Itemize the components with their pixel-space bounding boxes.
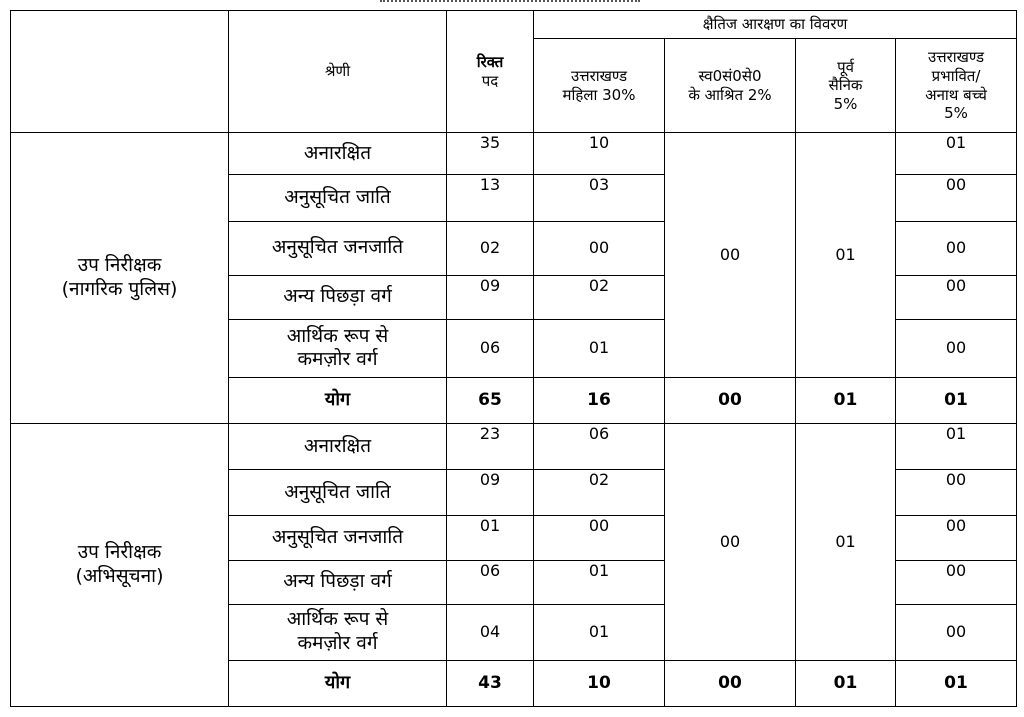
post-name-line1: उप निरीक्षक: [77, 541, 162, 564]
header-orphan-line4: 5%: [944, 104, 968, 123]
top-dotted-rule: [380, 0, 640, 6]
category-line1: आर्थिक रूप से: [286, 608, 389, 631]
vacancy-cell: 09: [447, 275, 534, 319]
table-row: [11, 424, 1017, 470]
header-ex-serviceman-line1: पूर्व: [837, 57, 854, 76]
total-label: योग: [229, 660, 447, 706]
header-uk-women: [534, 39, 665, 133]
total-women: 10: [534, 660, 665, 706]
orphan-cell: 00: [896, 275, 1017, 319]
women-cell: 01: [534, 319, 665, 377]
vacancy-cell: 06: [447, 319, 534, 377]
header-horizontal-reservation: क्षैतिज आरक्षण का विवरण: [534, 11, 1017, 39]
women-cell: 06: [534, 424, 665, 470]
vacancy-cell: 09: [447, 470, 534, 516]
total-vacancy: 43: [447, 660, 534, 706]
category-cell: अनुसूचित जनजाति: [229, 516, 447, 560]
header-row-1: [11, 11, 1017, 39]
category-cell: अनुसूचित जनजाति: [229, 221, 447, 275]
vacancy-cell: 02: [447, 221, 534, 275]
header-uk-women-line2: महिला 30%: [562, 85, 636, 104]
orphan-cell: 00: [896, 221, 1017, 275]
header-vacancy-line2: पद: [481, 71, 499, 90]
freedom-fighter-cell: 00: [665, 133, 796, 378]
vacancy-cell: 35: [447, 133, 534, 175]
header-freedom-fighter: [665, 39, 796, 133]
category-cell: अनुसूचित जाति: [229, 470, 447, 516]
orphan-cell: 00: [896, 175, 1017, 221]
total-freedom-fighter: 00: [665, 378, 796, 424]
vacancy-cell: 23: [447, 424, 534, 470]
header-freedom-fighter-line2: के आश्रित 2%: [688, 85, 772, 104]
post-name: [11, 424, 229, 707]
women-cell: 00: [534, 221, 665, 275]
orphan-cell: 00: [896, 516, 1017, 560]
category-cell: [229, 604, 447, 660]
header-vacancy: [447, 11, 534, 133]
category-cell: अन्य पिछड़ा वर्ग: [229, 560, 447, 604]
women-cell: 02: [534, 275, 665, 319]
freedom-fighter-cell: 00: [665, 424, 796, 661]
header-orphan-line2: प्रभावित/: [931, 66, 981, 85]
women-cell: 01: [534, 560, 665, 604]
category-cell: अन्य पिछड़ा वर्ग: [229, 275, 447, 319]
ex-serviceman-cell: 01: [796, 133, 896, 378]
post-name-line1: उप निरीक्षक: [77, 254, 162, 277]
orphan-cell: 01: [896, 424, 1017, 470]
total-vacancy: 65: [447, 378, 534, 424]
post-name-line2: (अभिसूचना): [75, 565, 164, 588]
post-name-line2: (नागरिक पुलिस): [61, 278, 178, 301]
total-women: 16: [534, 378, 665, 424]
header-freedom-fighter-line1: स्व0सं0से0: [698, 66, 762, 85]
orphan-cell: 01: [896, 133, 1017, 175]
vacancy-cell: 01: [447, 516, 534, 560]
header-vacancy-line1: रिक्त: [476, 52, 504, 71]
vacancy-cell: 04: [447, 604, 534, 660]
category-line1: आर्थिक रूप से: [286, 324, 389, 347]
total-ex-serviceman: 01: [796, 378, 896, 424]
women-cell: 01: [534, 604, 665, 660]
header-ex-serviceman-line3: 5%: [833, 95, 858, 114]
category-line2: कमज़ोर वर्ग: [297, 348, 378, 371]
header-orphan-line1: उत्तराखण्ड: [927, 48, 985, 67]
table-row: [11, 133, 1017, 175]
category-cell: [229, 319, 447, 377]
header-post-blank: [11, 11, 229, 133]
post-name: [11, 133, 229, 424]
total-ex-serviceman: 01: [796, 660, 896, 706]
header-ex-serviceman: [796, 39, 896, 133]
women-cell: 00: [534, 516, 665, 560]
reservation-table: [10, 10, 1017, 707]
women-cell: 02: [534, 470, 665, 516]
header-uk-women-line1: उत्तराखण्ड: [570, 66, 628, 85]
total-freedom-fighter: 00: [665, 660, 796, 706]
orphan-cell: 00: [896, 604, 1017, 660]
header-orphan-line3: अनाथ बच्चे: [925, 85, 987, 104]
vacancy-cell: 13: [447, 175, 534, 221]
ex-serviceman-cell: 01: [796, 424, 896, 661]
category-line2: कमज़ोर वर्ग: [297, 632, 378, 655]
women-cell: 03: [534, 175, 665, 221]
category-cell: अनारक्षित: [229, 424, 447, 470]
category-cell: अनुसूचित जाति: [229, 175, 447, 221]
category-cell: अनारक्षित: [229, 133, 447, 175]
header-ex-serviceman-line2: सैनिक: [828, 76, 863, 95]
women-cell: 10: [534, 133, 665, 175]
header-category: श्रेणी: [229, 11, 447, 133]
orphan-cell: 00: [896, 470, 1017, 516]
header-orphan: [896, 39, 1017, 133]
total-label: योग: [229, 378, 447, 424]
total-orphan: 01: [896, 378, 1017, 424]
orphan-cell: 00: [896, 560, 1017, 604]
total-orphan: 01: [896, 660, 1017, 706]
orphan-cell: 00: [896, 319, 1017, 377]
vacancy-cell: 06: [447, 560, 534, 604]
